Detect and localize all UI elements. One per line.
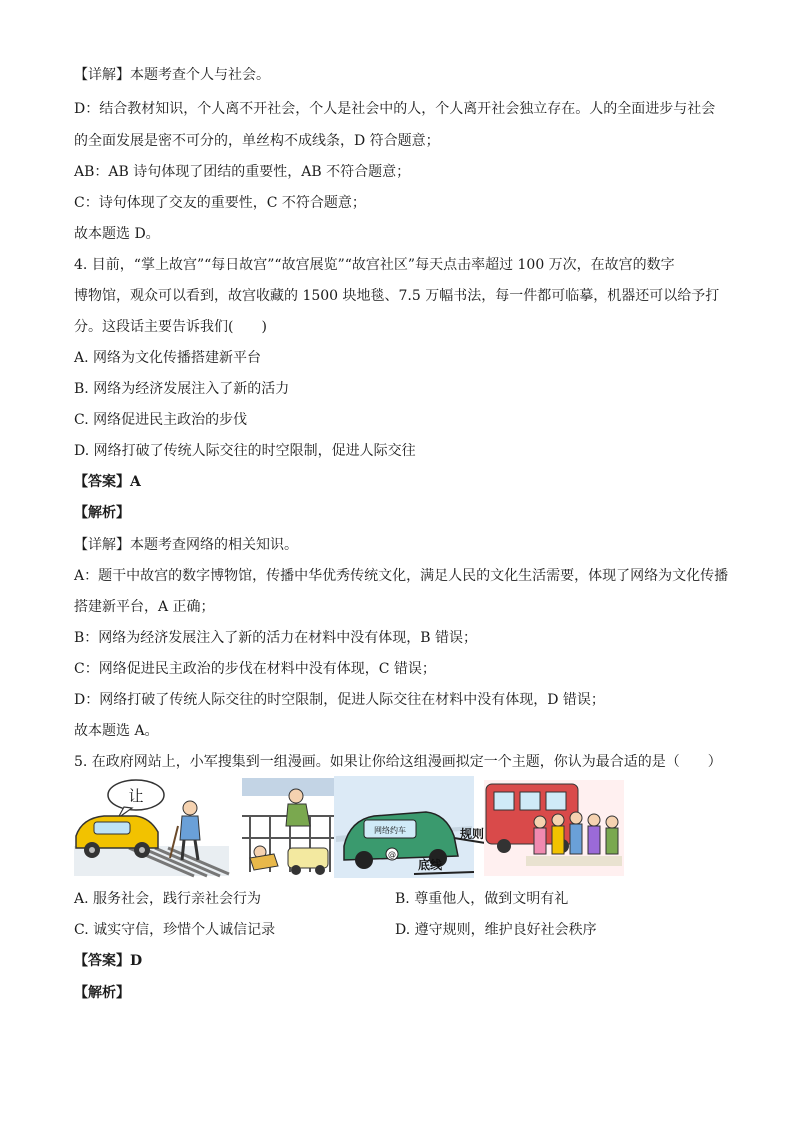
q4-answer: 【答案】A bbox=[74, 474, 141, 490]
comic-panel-rideshare bbox=[334, 776, 504, 878]
q4-a-line2: 搭建新平台，A 正确； bbox=[74, 599, 215, 615]
q4-option-b: B. 网络为经济发展注入了新的活力 bbox=[74, 381, 290, 397]
q4-analysis-label: 【解析】 bbox=[74, 505, 130, 521]
q4-option-a: A. 网络为文化传播搭建新平台 bbox=[74, 350, 262, 366]
comic-panel-bus-queue bbox=[484, 780, 624, 876]
q5-option-b: B. 尊重他人，做到文明有礼 bbox=[395, 891, 569, 907]
q4-c-line: C：网络促进民主政治的步伐在材料中没有体现，C 错误； bbox=[74, 661, 436, 677]
q5-stem: 5. 在政府网站上，小军搜集到一组漫画。如果让你给这组漫画拟定一个主题，你认为最合适的是（ ） bbox=[74, 754, 722, 770]
q4-a-line1: A：题干中故宫的数字博物馆，传播中华优秀传统文化，满足人民的文化生活需要，体现了网络为文化传播 bbox=[74, 568, 729, 584]
q4-stem-line3: 分。这段话主要告诉我们( ) bbox=[74, 319, 267, 335]
comic-panel-car-yield bbox=[74, 780, 229, 876]
q5-answer: 【答案】D bbox=[74, 953, 143, 969]
comic3-car-text: 网络约车 bbox=[374, 826, 406, 835]
q3-d-line2: 的全面发展是密不可分的，单丝构不成线条，D 符合题意； bbox=[74, 133, 440, 149]
svg-text:@: @ bbox=[388, 850, 396, 859]
q4-detail-heading: 【详解】本题考查网络的相关知识。 bbox=[74, 537, 298, 553]
q5-analysis-label: 【解析】 bbox=[74, 985, 130, 1001]
q4-stem-line2: 博物馆，观众可以看到，故宫收藏的 1500 块地毯、7.5 万幅书法，每一件都可临摹，机器还可以给予打 bbox=[74, 288, 720, 304]
q4-conclusion: 故本题选 A。 bbox=[74, 723, 159, 739]
comic3-rule-label: 规则 bbox=[460, 827, 485, 841]
q4-d-line: D：网络打破了传统人际交往的时空限制，促进人际交往在材料中没有体现，D 错误； bbox=[74, 692, 605, 708]
q3-c-line: C：诗句体现了交友的重要性，C 不符合题意； bbox=[74, 195, 366, 211]
q3-d-line1: D：结合教材知识，个人离不开社会，个人是社会中的人，个人离开社会独立存在。人的全面进步与社会 bbox=[74, 101, 716, 117]
q4-option-d: D. 网络打破了传统人际交往的时空限制，促进人际交往 bbox=[74, 443, 416, 459]
q5-option-c: C. 诚实守信，珍惜个人诚信记录 bbox=[74, 922, 276, 938]
comic1-speech-text: 让 bbox=[128, 787, 144, 805]
comic-panel-fence bbox=[242, 778, 336, 875]
q5-option-d: D. 遵守规则，维护良好社会秩序 bbox=[395, 922, 597, 938]
q4-option-c: C. 网络促进民主政治的步伐 bbox=[74, 412, 248, 428]
q3-conclusion: 故本题选 D。 bbox=[74, 226, 160, 242]
q3-ab-line: AB：AB 诗句体现了团结的重要性，AB 不符合题意； bbox=[74, 164, 411, 180]
q3-detail-heading: 【详解】本题考查个人与社会。 bbox=[74, 67, 270, 83]
comic3-bottom-label: 底线 bbox=[418, 858, 443, 872]
q5-option-a: A. 服务社会，践行亲社会行为 bbox=[74, 891, 262, 907]
q5-comic-strip bbox=[74, 776, 634, 878]
q4-stem-line1: 4. 目前，“掌上故宫”“每日故宫”“故宫展览”“故宫社区”每天点击率超过 100 万次，在故宫的数字 bbox=[74, 257, 675, 273]
q4-b-line: B：网络为经济发展注入了新的活力在材料中没有体现，B 错误； bbox=[74, 630, 478, 646]
